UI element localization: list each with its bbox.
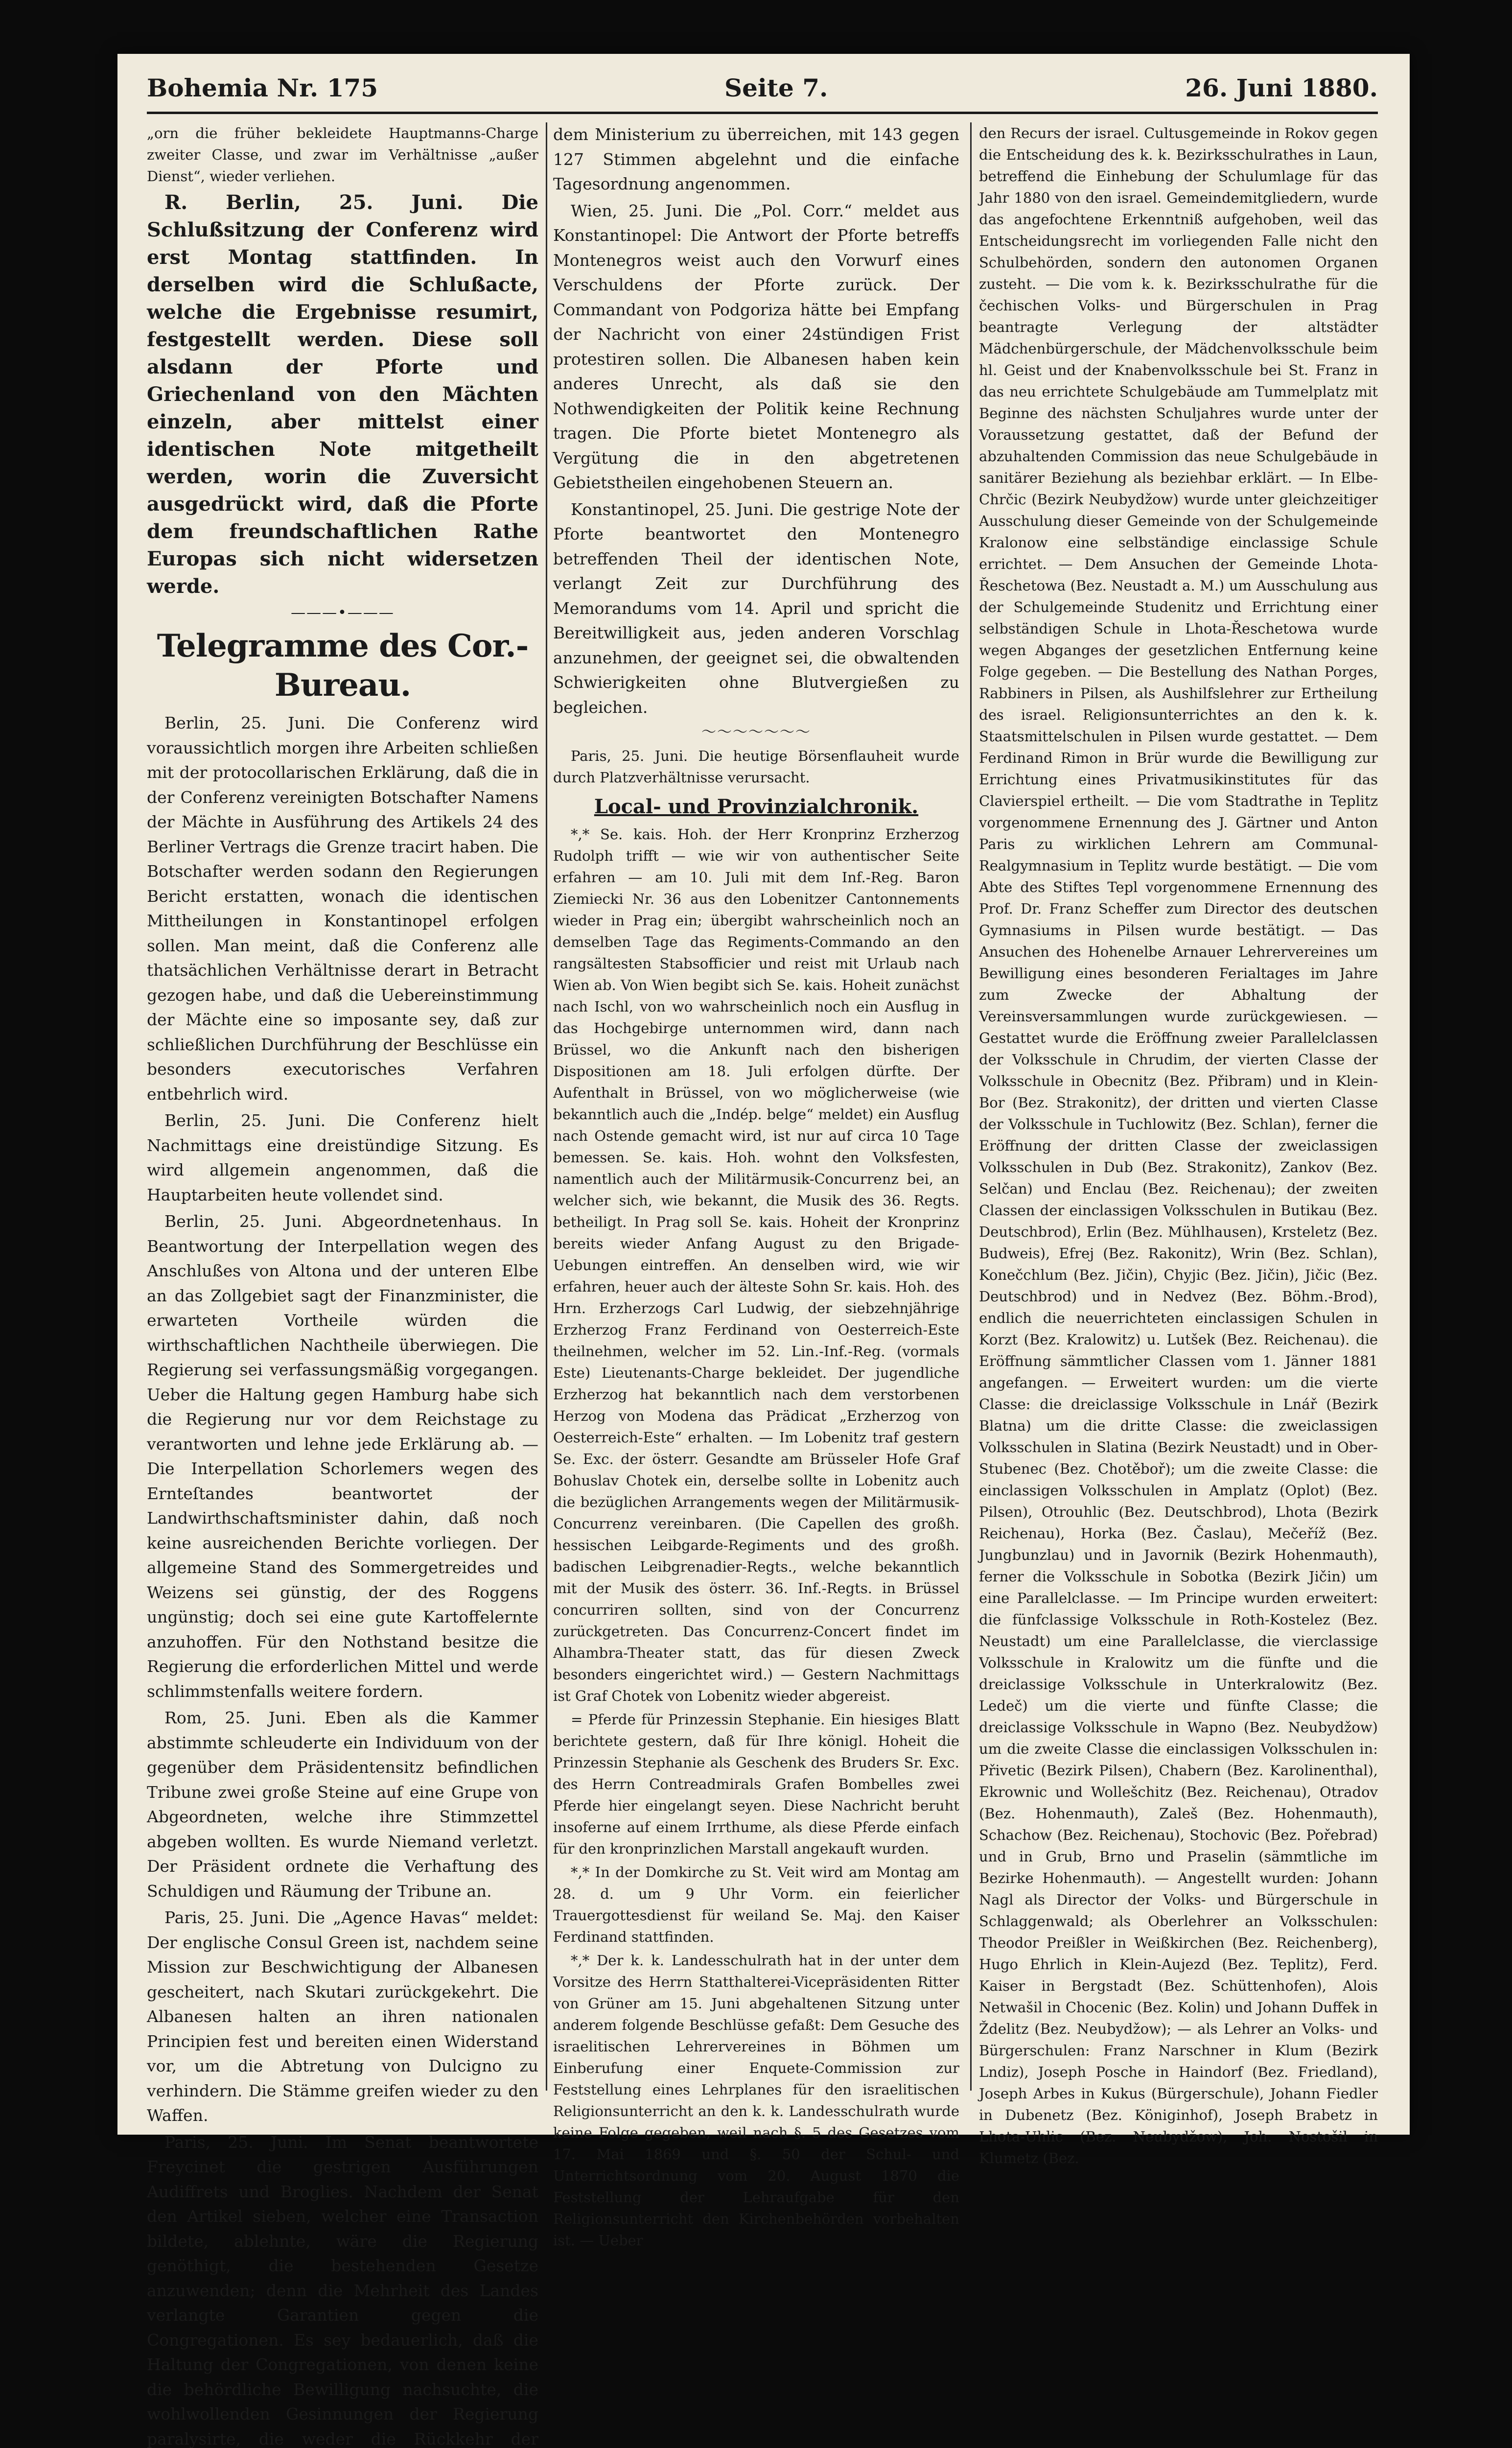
header-issue: Bohemia Nr. 175 bbox=[147, 73, 378, 102]
column-rule bbox=[970, 122, 972, 2091]
newspaper-page bbox=[117, 54, 1410, 2135]
chronicle-paragraph: den Recurs der israel. Cultusgemeinde in Rokov gegen die Entscheidung des k. k. Bezirksschulrathes in Laun, betreffend die Einhebung der Schulumlage für das Jahr 1880 von den israel. Gemeindemitgliedern, wurde das angefochtene Erkenntniß aufgehoben, weil das Entscheidungsrecht im vorliegenden Falle nicht den Schulbehörden, sondern den autonomen Organen zusteht. — Die vom k. k. Bezirksschulrathe für die čechischen Volks- und Bürgerschulen in Prag beantragte Verlegung der altstädter Mädchenbürgerschule, der Mädchenvolksschule beim hl. Geist und der Knabenvolksschule bei St. Franz in das neu errichtete Schulgebäude am Tummelplatz mit Beginne des nächsten Schuljahres wurde unter der Voraussetzung gestattet, daß der Befund der abzuhaltenden Commission das neue Schulgebäude in sanitärer Beziehung als beziehbar erklärt. — In Elbe-Chrčic (Bezirk Neubydžow) wurde unter gleichzeitiger Ausschulung dieser Gemeinde von der Schulgemeinde Kralonow eine selbständige einclassige Schule errichtet. — Dem Ansuchen der Gemeinde Lhota-Řeschetowa (Bez. Neustadt a. M.) um Ausschulung aus der Schulgemeinde Studenitz und Errichtung einer selbständigen Schule in Lhota-Řeschetowa wurde wegen Abganges der gesetzlichen Entfernung keine Folge gegeben. — Die Bestellung des Nathan Porges, Rabbiners in Pilsen, als Aushilfslehrer zur Ertheilung des israel. Religionsunterrichtes an den k. k. Staatsmittelschulen in Pilsen wurde gestattet. — Dem Ferdinand Rimon in Brür wurde die Bewilligung zur Errichtung eines Privatmusikinstitutes für das Clavierspiel ertheilt. — Die vom Stadtrathe in Teplitz vorgenommene Ernennung des J. Gärtner und Anton Paris zu wirklichen Lehrern am Communal-Realgymnasium in Teplitz wurde bestätigt. — Die vom Abte des Stiftes Tepl vorgenommene Ernennung des Prof. Dr. Franz Scheffer zum Director des deutschen Gymnasiums in Pilsen wurde bestätigt. — Das Ansuchen des Hohenelbe Arnauer Lehrervereines um Bewilligung eines besonderen Ferialtages im Jahre zum Zwecke der Abhaltung der Vereinsversammlungen wurde zurückgewiesen. — Gestattet wurde die Eröffnung zweier Parallelclassen der Volksschule in Chrudim, der vierten Classe der Volksschule in Obecnitz (Bez. Přibram) und in Klein-Bor (Bez. Strakonitz), der dritten und vierten Classe der Volksschule in Tuchlowitz (Bez. Schlan), ferner die Eröffnung der dritten Classe der zweiclassigen Volksschulen in Dub (Bez. Strakonitz), Zankov (Bez. Selčan) und Enclau (Bez. Reichenau); der zweiten Classen der einclassigen Volksschulen in Butikau (Bez. Deutschbrod), Erlin (Bez. Mühlhausen), Krsteletz (Bez. Budweis), Efrej (Bez. Rakonitz), Wrin (Bez. Schlan), Konečchlum (Bez. Jičin), Chyjic (Bez. Jičin), Jičic (Bez. Deutschbrod) und in Nedvez (Bez. Böhm.-Brod), endlich die neuerrichteten einclassigen Schulen in Korzt (Bez. Kralowitz) u. Lutšek (Bez. Reichenau). die Eröffnung sämmtlicher Classen vom 1. Jänner 1881 angefangen. — Erweitert wurden: um die vierte Classe: die dreiclassige Volksschule in Lnář (Bezirk Blatna) um die dritte Classe: die zweiclassigen Volksschulen in Slatina (Bezirk Neustadt) und in Ober-Stubenec (Bez. Chotěboř); um die zweite Classe: die einclassigen Volksschulen in Amplatz (Oplot) (Bez. Pilsen), Otrouhlic (Bez. Deutschbrod), Lhota (Bezirk Reichenau), Horka (Bez. Časlau), Mečeříž (Bez. Jungbunzlau) und in Javornik (Bezirk Hohenmauth), ferner die Volksschule in Sobotka (Bezirk Jičin) um eine Parallelclasse. — Im Principe wurden erweitert: die fünfclassige Volksschule in Roth-Kostelez (Bez. Neustadt) um eine Parallelclasse, die vierclassige Volksschule in Kralowitz um die fünfte und die dreiclassige Volksschule in Unterkralowitz (Bez. Ledeč) um die vierte und fünfte Classe; die dreiclassige Volksschule in Wapno (Bez. Neubydžow) um die zweite Classe die einclassigen Volksschulen in: Přivetic (Bezirk Pilsen), Chabern (Bez. Karolinenthal), Ekrownic und Wollešchitz (Bez. Reichenau), Otradov (Bez. Hohenmauth), Zaleš (Bez. Hohenmauth), Schachow (Bez. Reichenau), Stochovic (Bez. Pořebrad) und in Grub, Brno und Praselin (sämmtliche im Bezirke Hohenmauth). — Angestellt wurden: Johann Nagl als Director der Volks- und Bürgerschule in Schlaggenwald; als Oberlehrer an Volksschulen: Theodor Preißler in Weißkirchen (Bez. Reichenberg), Hugo Ehrlich in Klein-Aujezd (Bez. Teplitz), Ferd. Kaiser in Bergstadt (Bez. Schüttenhofen), Alois Netwašil in Chocenic (Bez. Kolin) und Johann Duffek in Ždelitz (Bez. Neubydžow); — als Lehrer an Volks- und Bürgerschulen: Franz Narschner in Klum (Bezirk Lndiz), Joseph Posche in Haindorf (Bez. Friedland), Joseph Arbes in Kukus (Bürgerschule), Johann Fiedler in Dubenetz (Bez. Königinhof), Joseph Brabetz in Lhota-Uhlic (Bez. Neubydžow), Joh. Nostošil in Klumetz (Bez. bbox=[979, 122, 1378, 2169]
article-paragraph: R. Berlin, 25. Juni. Die Schlußsitzung der Conferenz wird erst Montag stattfinden. In derselben wird die Schlußacte, welche die Ergebnisse resumirt, festgestellt werden. Diese soll alsdann der Pforte und Griechenland von den Mächten einzeln, aber mittelst einer identischen Note mitgetheilt werden, worin die Zuversicht ausgedrückt wird, daß die Pforte dem freundschaftlichen Rathe Europas sich nicht widersetzen werde. bbox=[147, 189, 538, 600]
chronicle-paragraph: *,* Se. kais. Hoh. der Herr Kronprinz Erzherzog Rudolph trifft — wie wir von authentischer Seite erfahren — am 10. Juli mit dem Inf.-Reg. Baron Ziemiecki Nr. 36 aus den Lobenitzer Cantonnements wieder in Prag ein; übergibt wahrscheinlich noch an demselben Tage das Regiments-Commando an den rangsältesten Stabsofficier und reist mit Urlaub nach Wien ab. Von Wien begibt sich Se. kais. Hoheit zunächst nach Ischl, von wo wahrscheinlich noch ein Ausflug in das Hochgebirge unternommen wird, dann nach Brüssel, wo die Ankunft nach den bisherigen Dispositionen am 18. Juli erfolgen dürfte. Der Aufenthalt in Brüssel, von wo möglicherweise (wie bekanntlich auch die „Indép. belge“ meldet) ein Ausflug nach Ostende gemacht wird, ist nur auf circa 10 Tage bemessen. Se. kais. Hoh. wohnt den Volksfesten, namentlich auch der Militärmusik-Concurrenz bei, an welcher sich, wie bekannt, die Musik des 36. Regts. betheiligt. In Prag soll Se. kais. Hoheit der Kronprinz bereits wieder Anfang August zu den Brigade-Uebungen eintreffen. An denselben wird, wie wir erfahren, heuer auch der älteste Sohn Sr. kais. Hoh. des Hrn. Erzherzogs Carl Ludwig, der siebzehnjährige Erzherzog Franz Ferdinand von Oesterreich-Este theilnehmen, welcher im 52. Lin.-Inf.-Reg. (vormals Este) Lieutenants-Charge bekleidet. Der jugendliche Erzherzog hat bekanntlich nach dem verstorbenen Herzog von Modena das Prädicat „Erzherzog von Oesterreich-Este“ erhalten. — Im Lobenitz traf gestern Se. Exc. der österr. Gesandte am Brüsseler Hofe Graf Bohuslav Chotek ein, derselbe sollte in Lobenitz auch die bezüglichen Arrangements wegen der Militärmusik-Concurrenz vereinbaren. (Die Capellen des großh. hessischen Leibgarde-Regiments und des großh. badischen Leibgrenadier-Regts., welche bekanntlich mit der Musik des österr. 36. Inf.-Regts. in Brüssel concurriren sollten, sind von der Concurrenz zurückgetreten. Das Concurrenz-Concert findet im Alhambra-Theater statt, das für diesen Zweck besonders eingerichtet wird.) — Gestern Nachmittags ist Graf Chotek von Lobenitz wieder abgereist. bbox=[553, 824, 959, 1707]
header-date: 26. Juni 1880. bbox=[1185, 73, 1378, 102]
chronicle-paragraph: = Pferde für Prinzessin Stephanie. Ein hiesiges Blatt berichtete gestern, daß für Ihre königl. Hoheit die Prinzessin Stephanie als Geschenk des Bruders Sr. Exc. des Herrn Contreadmirals Grafen Bombelles zwei Pferde hier eingelangt seyen. Diese Nachricht beruht insoferne auf einem Irrthume, als diese Pferde einfach für den kronprinzlichen Marstall angekauft wurden. bbox=[553, 1709, 959, 1860]
telegram-paragraph: Konstantinopel, 25. Juni. Die gestrige Note der Pforte beantwortet den Montenegro betreffenden Theil der identischen Note, verlangt Zeit zur Durchführung des Memorandums vom 14. April und spricht die Bereitwilligkeit aus, jeden anderen Vorschlag anzunehmen, der geeignet sei, die obwaltenden Schwierigkeiten ohne Blutvergießen zu begleichen. bbox=[553, 497, 959, 720]
column-rule bbox=[546, 122, 547, 2091]
telegram-paragraph: Wien, 25. Juni. Die „Pol. Corr.“ meldet aus Konstantinopel: Die Antwort der Pforte betreffs Montenegros weist auch den Vorwurf eines Verschuldens der Pforte zurück. Der Commandant von Podgoriza hätte bei Empfang der Nachricht von einer 24stündigen Frist protestiren sollen. Die Albanesen haben kein anderes Unrecht, als daß sie den Nothwendigkeiten der Politik keine Rechnung tragen. Die Pforte bietet Montenegro als Vergütung die in den abgetretenen Gebietstheilen eingehobenen Steuern an. bbox=[553, 199, 959, 495]
column-3 bbox=[979, 122, 1378, 2091]
section-separator: ———•——— bbox=[147, 603, 538, 623]
section-separator: ～～～～～～～ bbox=[553, 723, 959, 742]
telegram-paragraph: Rom, 25. Juni. Eben als die Kammer abstimmte schleuderte ein Individuum von der gegenüber dem Präsidentensitz befindlichen Tribune zwei große Steine auf eine Grupe von Abgeordneten, welche ihre Stimmzettel abgeben wollten. Es wurde Niemand verletzt. Der Präsident ordnete die Verhaftung des Schuldigen und Räumung der Tribune an. bbox=[147, 1706, 538, 1904]
telegram-paragraph: Paris, 25. Juni. Die heutige Börsenflauheit wurde durch Platzverhältnisse verursacht. bbox=[553, 745, 959, 788]
telegram-paragraph: Berlin, 25. Juni. Abgeordnetenhaus. In Beantwortung der Interpellation wegen des Anschlußes von Altona und der unteren Elbe an das Zollgebiet sagt der Finanzminister, die erwarteten Vortheile würden die wirthschaftlichen Nachtheile überwiegen. Die Regierung sei verfassungsmäßig vorgegangen. Ueber die Haltung gegen Hamburg habe sich die Regierung nur vor dem Reichstage zu verantworten und lehne jede Erklärung ab. — Die Interpellation Schorlemers wegen des Ernteſtandes beantwortet der Landwirthschaftsminister dahin, daß noch keine ausreichenden Berichte vorliegen. Der allgemeine Stand des Sommergetreides und Weizens sei günstig, der des Roggens ungünstig; doch sei eine gute Kartoffelernte anzuhoffen. Für den Nothstand besitze die Regierung die erforderlichen Mittel und werde schlimmstenfalls weitere fordern. bbox=[147, 1209, 538, 1704]
chronicle-paragraph: *,* In der Domkirche zu St. Veit wird am Montag am 28. d. um 9 Uhr Vorm. ein feierlicher Trauergottesdienst für weiland Se. Maj. den Kaiser Ferdinand stattfinden. bbox=[553, 1861, 959, 1948]
header-page: Seite 7. bbox=[724, 73, 828, 102]
telegram-paragraph: Berlin, 25. Juni. Die Conferenz hielt Nachmittags eine dreistündige Sitzung. Es wird allgemein angenommen, daß die Hauptarbeiten heute vollendet sind. bbox=[147, 1108, 538, 1207]
telegram-paragraph: dem Ministerium zu überreichen, mit 143 gegen 127 Stimmen abgelehnt und die einfache Tagesordnung angenommen. bbox=[553, 122, 959, 197]
chronicle-paragraph: *,* Der k. k. Landesschulrath hat in der unter dem Vorsitze des Herrn Statthalterei-Vicepräsidenten Ritter von Grüner am 15. Juni abgehaltenen Sitzung unter anderem folgende Beschlüsse gefaßt: Dem Gesuche des israelitischen Lehrervereines in Böhmen um Einberufung einer Enquete-Commission zur Feststellung eines Lehrplanes für den israelitischen Religionsunterricht an den k. k. Landesschulrath wurde keine Folge gegeben, weil nach §. 5 des Gesetzes vom 17. Mai 1869 und §. 50 der Schul- und Unterrichtsordnung vom 20. August 1870 die Feststellung der Lehraufgabe für den Religionsunterricht den Kirchenbehörden vorbehalten ist. — Ueber bbox=[553, 1950, 959, 2251]
section-title: Telegramme des Cor.-Bureau. bbox=[147, 627, 538, 705]
telegram-paragraph: Paris, 25. Juni. Im Senat beantwortete Freycinet die gestrigen Ausführungen Audiffrets und Broglies. Nachdem der Senat den Artikel sieben, welcher eine Transaction bildete, ablehnte, wäre die Regierung genöthigt, die bestehenden Gesetze anzuwenden; denn die Mehrheit des Landes verlangte Garantien gegen die Congregationen. Es sey bedauerlich, daß die Haltung der Congregationen, von denen keine die behördliche Bewilligung nachsuchte, die wohlwollenden Gesinnungen der Regierung paralysirte, die weder die Rückkehr der bbox=[147, 2130, 538, 2448]
column-2 bbox=[553, 122, 959, 2091]
column-1 bbox=[147, 122, 538, 2091]
telegram-paragraph: Paris, 25. Juni. Die „Agence Havas“ meldet: Der englische Consul Green ist, nachdem seine Mission zur Beschwichtigung der Albanesen gescheitert, nach Skutari zurückgekehrt. Die Albanesen halten an ihren nationalen Principien fest und bereiten einen Widerstand vor, um die Abtretung von Dulcigno zu verhindern. Die Stämme greifen wieder zu den Waffen. bbox=[147, 1906, 538, 2128]
section-title: Local- und Provinzialchronik. bbox=[553, 793, 959, 821]
telegram-paragraph: Berlin, 25. Juni. Die Conferenz wird voraussichtlich morgen ihre Arbeiten schließen mit der protocollarischen Erklärung, daß die in der Conferenz vereinigten Botschafter Namens der Mächte in Ausführung des Artikels 24 des Berliner Vertrags die Grenze tracirt haben. Die Botschafter werden sodann den Regierungen Bericht erstatten, wonach die identischen Mittheilungen in Konstantinopel erfolgen sollen. Man meint, daß die Conferenz alle thatsächlichen Verhältnisse derart in Betracht gezogen habe, und daß die Uebereinstimmung der Mächte eine so imposante sey, daß zur schließlichen Durchführung der Beschlüsse ein besonders executorisches Verfahren entbehrlich wird. bbox=[147, 711, 538, 1106]
page-header bbox=[147, 63, 1378, 114]
article-paragraph: „orn die früher bekleidete Hauptmanns-Charge zweiter Classe, und zwar im Verhältnisse „außer Dienst“, wieder verliehen. bbox=[147, 122, 538, 187]
